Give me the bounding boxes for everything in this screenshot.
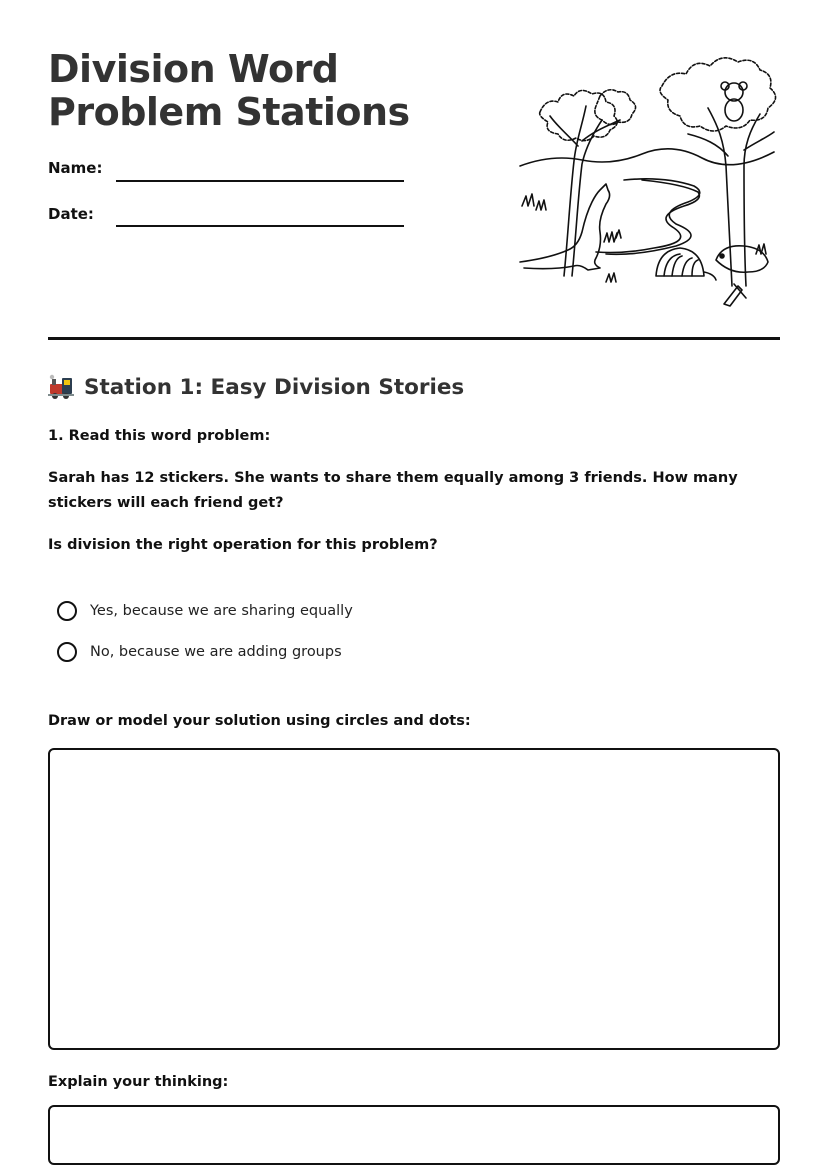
radio-no[interactable] [57,642,77,662]
option-no-label: No, because we are adding groups [90,644,342,660]
worksheet-title: Division Word Problem Stations [48,47,410,134]
explain-label: Explain your thinking: [48,1074,229,1090]
name-field[interactable] [116,180,404,182]
train-icon [48,374,76,400]
option-yes-label: Yes, because we are sharing equally [90,603,353,619]
draw-model-label: Draw or model your solution using circles and dots: [48,713,471,729]
station-1-heading [48,374,464,400]
explain-box[interactable] [48,1105,780,1165]
option-no[interactable] [57,642,342,662]
date-label: Date: [48,205,94,223]
option-yes[interactable] [57,601,353,621]
operation-question: Is division the right operation for this problem? [48,537,438,553]
header-divider [48,337,780,340]
problem-prompt: 1. Read this word problem: [48,428,271,444]
draw-model-box[interactable] [48,748,780,1050]
radio-yes[interactable] [57,601,77,621]
name-label: Name: [48,159,103,177]
word-problem: Sarah has 12 stickers. She wants to share them equally among 3 friends. How many stickers will each friend get? [48,470,738,511]
outback-animals-illustration [512,46,782,310]
station-1-title: Station 1: Easy Division Stories [84,374,465,400]
date-field[interactable] [116,225,404,227]
